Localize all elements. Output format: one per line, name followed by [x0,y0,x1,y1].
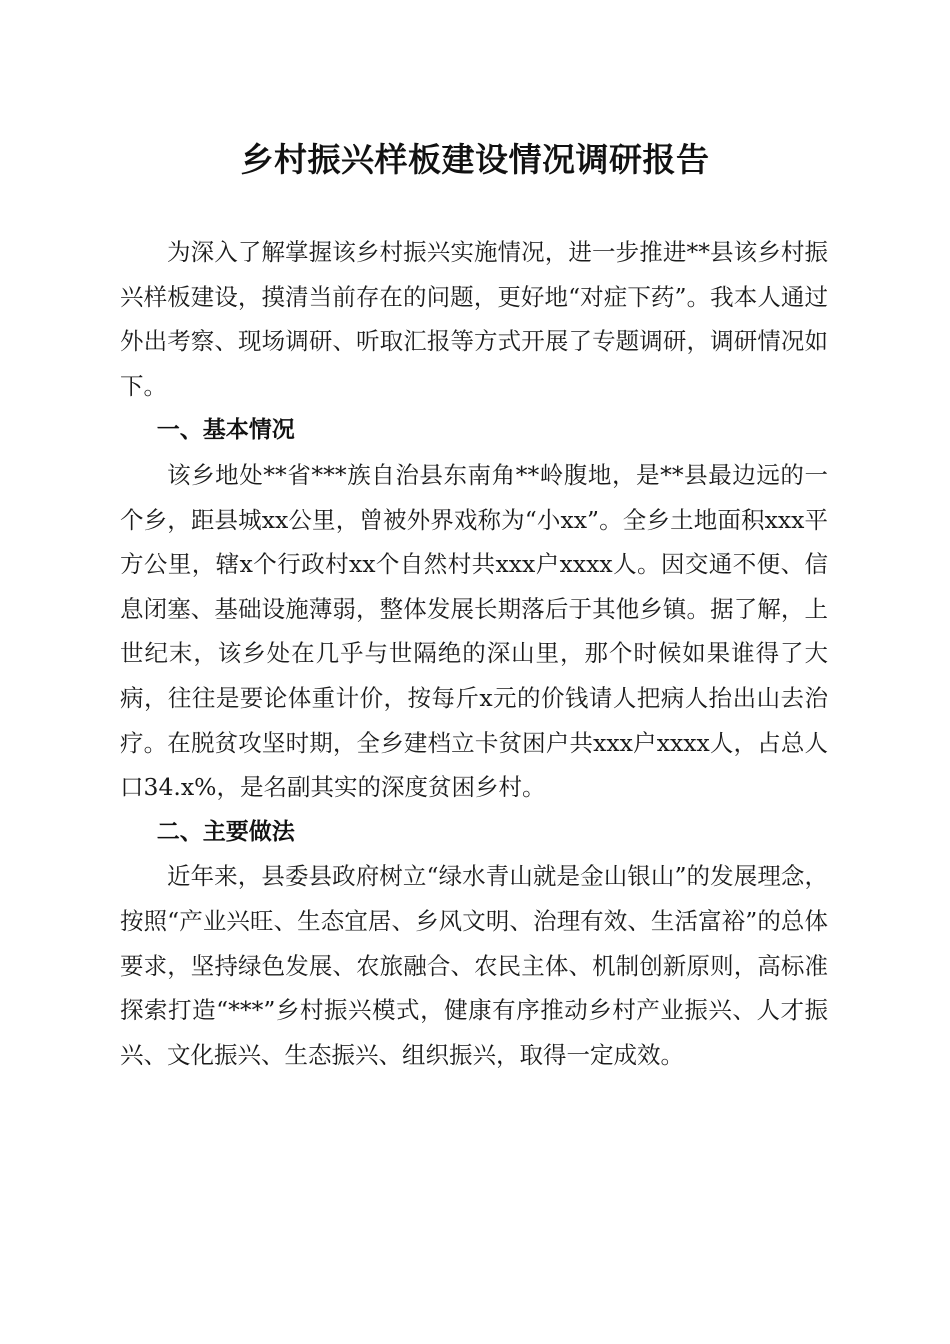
document-title: 乡村振兴样板建设情况调研报告 [240,140,710,179]
section-1-paragraph: 该乡地处**省***族自治县东南角**岭腹地，是**县最边远的一个乡，距县城xx公里，曾被外界戏称为“小xx”。全乡土地面积xxx平方公里，辖x个行政村xx个自然村共xxx户xxxx人。因交通不便、信息闭塞、基础设施薄弱，整体发展长期落后于其他乡镇。据了解，上世纪末，该乡处在几乎与世隔绝的深山里，那个时候如果谁得了大病，往往是要论体重计价，按每斤x元的价钱请人把病人抬出山去治疗。在脱贫攻坚时期，全乡建档立卡贫困户共xxx户xxxx人，占总人口34.x%，是名副其实的深度贫困乡村。 [120,460,828,802]
section-1-heading: 一、基本情况 [156,417,295,444]
section-2-paragraph: 近年来，县委县政府树立“绿水青山就是金山银山”的发展理念，按照“产业兴旺、生态宜居、乡风文明、治理有效、生活富裕”的总体要求，坚持绿色发展、农旅融合、农民主体、机制创新原则，高标准探索打造“***”乡村振兴模式，健康有序推动乡村产业振兴、人才振兴、文化振兴、生态振兴、组织振兴，取得一定成效。 [120,862,828,1069]
section-2-heading: 二、主要做法 [156,818,295,845]
intro-paragraph: 为深入了解掌握该乡村振兴实施情况，进一步推进**县该乡村振兴样板建设，摸清当前存在的问题，更好地“对症下药”。我本人通过外出考察、现场调研、听取汇报等方式开展了专题调研，调研情况如下。 [120,238,828,400]
document-body [120,230,828,1077]
